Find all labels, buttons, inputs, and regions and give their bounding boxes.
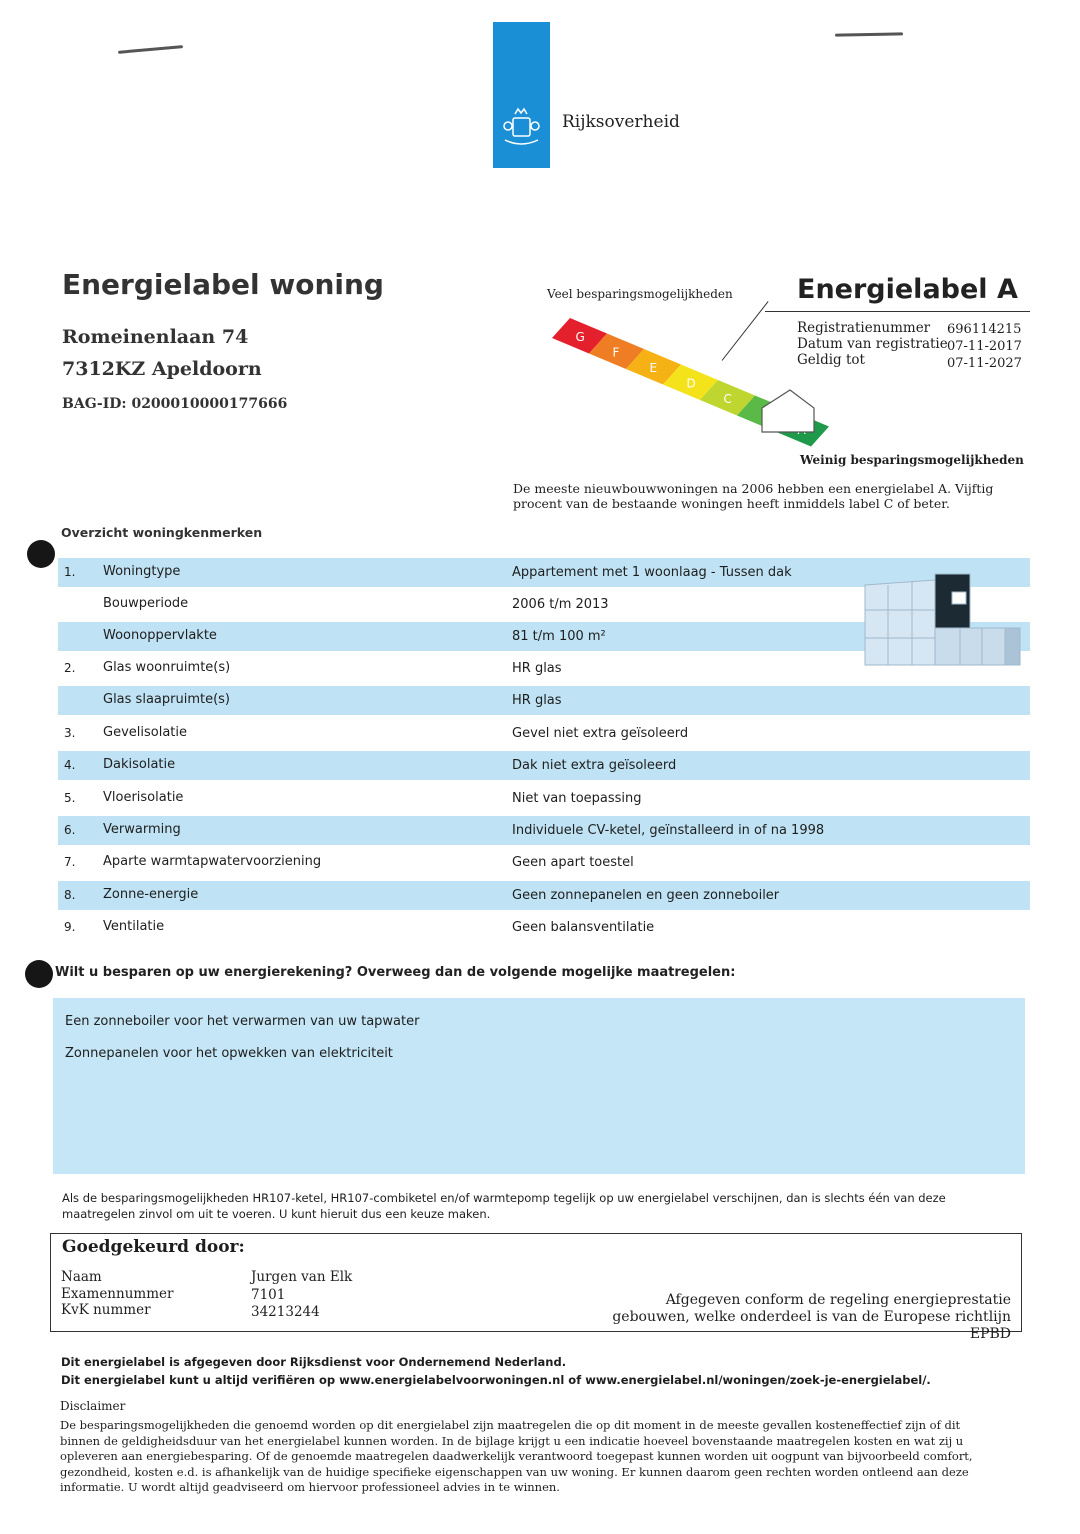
overview-row xyxy=(58,784,1030,813)
row-number: 8. xyxy=(64,888,76,902)
exam-number-value: 7101 xyxy=(251,1287,286,1303)
valid-until-value: 07-11-2027 xyxy=(947,356,1022,371)
row-label: Woningtype xyxy=(103,564,181,579)
hole-punch-bottom xyxy=(25,960,53,988)
row-value: 2006 t/m 2013 xyxy=(512,597,609,612)
row-label: Glas slaapruimte(s) xyxy=(103,692,230,707)
measure-item: Een zonneboiler voor het verwarmen van uw tapwater xyxy=(65,1014,420,1029)
kvk-number-label: KvK nummer xyxy=(61,1302,151,1318)
row-number: 6. xyxy=(64,823,76,837)
overview-row xyxy=(58,848,1030,877)
row-label: Woonoppervlakte xyxy=(103,628,217,643)
document-title: Energielabel woning xyxy=(62,268,384,301)
row-number: 3. xyxy=(64,726,76,740)
row-value: Geen apart toestel xyxy=(512,855,634,870)
row-label: Vloerisolatie xyxy=(103,790,184,805)
label-caption-bottom: Weinig besparingsmogelijkheden xyxy=(800,453,1024,467)
overview-row xyxy=(58,751,1030,780)
row-value: HR glas xyxy=(512,693,562,708)
row-number: 9. xyxy=(64,920,76,934)
measures-title: Wilt u besparen op uw energierekening? Overweeg dan de volgende mogelijke maatregelen: xyxy=(55,965,736,980)
row-value: Appartement met 1 woonlaag - Tussen dak xyxy=(512,565,792,580)
registration-date-value: 07-11-2017 xyxy=(947,339,1022,354)
measures-box xyxy=(53,998,1025,1174)
measures-note: Als de besparingsmogelijkheden HR107-ketel, HR107-combiketel en/of warmtepomp tegelijk op uw energielabel verschijnen, dan is slechts één van deze maatregelen zinvol om uit te voeren. U kunt hieruit dus een keuze maken. xyxy=(62,1191,946,1221)
row-value: Dak niet extra geïsoleerd xyxy=(512,758,677,773)
scan-mark-left xyxy=(118,45,183,54)
verify-link-text: Dit energielabel kunt u altijd verifiëren op www.energielabelvoorwoningen.nl of www.energielabel.nl/woningen/zoek-je-energielabel/. xyxy=(61,1373,931,1387)
row-number: 4. xyxy=(64,758,76,772)
overview-row xyxy=(58,881,1030,910)
overview-row xyxy=(58,719,1030,748)
disclaimer-text: De besparingsmogelijkheden die genoemd worden op dit energielabel zijn maatregelen die op dit moment in de meeste gevallen kosteneffectief zijn of dit binnen de geldigheidsduur van het energielabel kunnen worden. In de bijlage krijgt u een indicatie hoeveel bovenstaande maatregelen kosten en wat zij u opleveren aan energiebesparing. Of de genoemde maatregelen daadwerkelijk verantwoord toegepast kunnen worden uit oogpunt van bijvoorbeeld comfort, gezondheid, kosten e.d. is afhankelijk van de huidige specifieke eigenschappen van uw woning. Er kunnen daarom geen rechten worden ontleend aan deze informatie. U wordt altijd geadviseerd om hiervoor professioneel advies in te winnen. xyxy=(60,1418,973,1494)
hole-punch-top xyxy=(27,540,55,568)
bag-id: BAG-ID: 0200010000177666 xyxy=(62,396,288,412)
overview-row xyxy=(58,686,1030,715)
registration-number-value: 696114215 xyxy=(947,322,1022,337)
row-label: Glas woonruimte(s) xyxy=(103,660,231,675)
label-class-letter: G xyxy=(575,329,585,344)
label-rule xyxy=(765,311,1030,312)
label-class-letter: D xyxy=(686,376,696,391)
row-label: Ventilatie xyxy=(103,919,165,934)
approver-name-label: Naam xyxy=(61,1269,102,1285)
energy-label-scale xyxy=(540,310,840,470)
row-value: HR glas xyxy=(512,661,562,676)
label-caption-top: Veel besparingsmogelijkheden xyxy=(547,287,733,301)
label-class-letter: F xyxy=(612,345,620,360)
row-value: Gevel niet extra geïsoleerd xyxy=(512,726,689,741)
row-label: Gevelisolatie xyxy=(103,725,187,740)
disclaimer-title: Disclaimer xyxy=(60,1399,126,1413)
row-number: 2. xyxy=(64,661,76,675)
row-label: Bouwperiode xyxy=(103,596,189,611)
label-heading: Energielabel A xyxy=(797,274,1018,305)
org-name: Rijksoverheid xyxy=(562,112,680,132)
government-logo xyxy=(493,22,550,168)
approval-conform-text: Afgegeven conform de regeling energieprestatie gebouwen, welke onderdeel is van de Europese richtlijn EPBD xyxy=(612,1292,1011,1342)
row-label: Verwarming xyxy=(103,822,181,837)
coat-of-arms-icon xyxy=(493,22,550,168)
registration-date-label: Datum van registratie xyxy=(797,336,948,352)
row-value: Individuele CV-ketel, geïnstalleerd in of na 1998 xyxy=(512,823,825,838)
row-value: Niet van toepassing xyxy=(512,791,642,806)
row-number: 1. xyxy=(64,565,76,579)
label-class-letter: E xyxy=(649,360,658,375)
address-city: 7312KZ Apeldoorn xyxy=(62,358,262,380)
measure-item: Zonnepanelen voor het opwekken van elektriciteit xyxy=(65,1046,393,1061)
row-number: 7. xyxy=(64,855,76,869)
issued-by: Dit energielabel is afgegeven door Rijksdienst voor Ondernemend Nederland. xyxy=(61,1355,567,1369)
overview-row xyxy=(58,913,1030,942)
house-icon xyxy=(762,390,814,432)
approver-name-value: Jurgen van Elk xyxy=(251,1269,353,1285)
label-note: De meeste nieuwbouwwoningen na 2006 hebben een energielabel A. Vijftig procent van de bestaande woningen heeft inmiddels label C of beter. xyxy=(513,481,994,511)
approval-title: Goedgekeurd door: xyxy=(62,1237,245,1257)
exam-number-label: Examennummer xyxy=(61,1286,174,1302)
row-value: 81 t/m 100 m² xyxy=(512,629,606,644)
valid-until-label: Geldig tot xyxy=(797,352,865,368)
row-label: Aparte warmtapwatervoorziening xyxy=(103,854,322,869)
scan-mark-right xyxy=(835,32,903,36)
row-value: Geen balansventilatie xyxy=(512,920,655,935)
approval-box xyxy=(50,1233,1022,1342)
address-street: Romeinenlaan 74 xyxy=(62,326,249,348)
row-label: Dakisolatie xyxy=(103,757,176,772)
row-number: 5. xyxy=(64,791,76,805)
overview-row xyxy=(58,816,1030,845)
kvk-number-value: 34213244 xyxy=(251,1304,320,1320)
apartment-illustration xyxy=(860,570,1025,670)
label-class-letter: C xyxy=(723,391,732,406)
registration-number-label: Registratienummer xyxy=(797,320,931,336)
row-value: Geen zonnepanelen en geen zonneboiler xyxy=(512,888,780,903)
row-label: Zonne-energie xyxy=(103,887,199,902)
overview-title: Overzicht woningkenmerken xyxy=(61,525,263,540)
